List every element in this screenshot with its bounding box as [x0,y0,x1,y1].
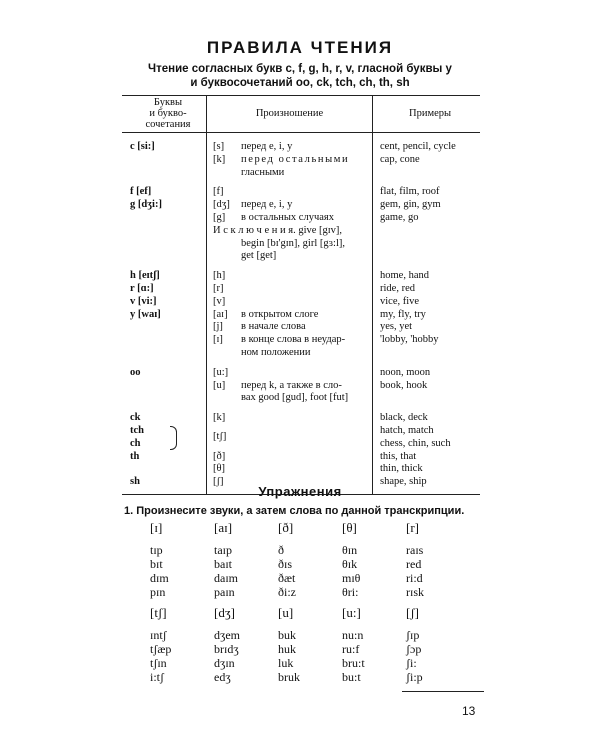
transcription: taɪp [214,543,232,557]
header-letters-l1: Буквы [153,97,183,108]
transcription-row [150,642,470,656]
example: chess, chin, such [380,437,451,449]
header-letters-l2: и букво- [149,108,187,119]
letter-cell: sh [122,476,207,494]
pronunciation-cell [207,296,373,309]
sound-header: [dʒ] [214,605,235,620]
transcription: bɪt [150,557,163,571]
example: my, fly, try [380,308,426,320]
rule-text: вах good [gud], foot [fut] [241,392,349,404]
transcription: ʃi: [406,656,417,670]
phoneme: [dʒ] [213,199,230,211]
transcription: θɪn [342,543,358,557]
rule-text: гласными [241,166,285,178]
sound-header: [θ] [342,520,357,535]
example: shape, ship [380,476,427,488]
letter-ch: ch [130,437,141,449]
example: cap, cone [380,153,420,165]
letter-cell [122,425,207,451]
caption-line-1: Чтение согласных букв c, f, g, h, r, v, гласной буквы y [148,63,452,75]
transcription: θri: [342,585,359,599]
reading-rules-table [122,95,480,495]
rule-text: ном положении [241,346,311,358]
transcription: tɪp [150,543,163,557]
example: hatch, match [380,424,434,436]
letter-cell: y [waɪ] [122,309,207,360]
transcription-row [150,628,470,642]
example: thin, thick [380,463,423,475]
header-letters-l3: сочетания [145,119,191,130]
transcription: luk [278,656,294,670]
sound-header-row [150,521,470,543]
transcription-row [150,557,470,571]
exercise-1-instruction: 1. Произнесите звуки, а затем слова по данной транскрипции. [124,505,465,517]
transcription: huk [278,642,296,656]
rule-text: в конце слова в неудар- [241,334,346,346]
transcription: ʃi:p [406,670,423,684]
transcription: mɪθ [342,571,361,585]
transcription: edʒ [214,670,231,684]
examples-cell [373,425,481,451]
rule-text: перед k, а также в сло- [241,379,342,391]
example: noon, moon [380,366,431,378]
transcription: ʃɪp [406,628,420,642]
example: yes, yet [380,321,413,333]
transcription-row [150,656,470,670]
page-number: 13 [462,704,476,718]
pronunciation-cell [207,263,373,283]
transcription: ru:f [342,642,360,656]
pronunciation-cell [207,133,373,180]
transcription-row [150,571,470,585]
pronunciation-cell [207,451,373,477]
transcription: raɪs [406,543,424,557]
letter-cell: f [ef] [122,179,207,199]
table-row [122,309,480,360]
examples-cell [373,451,481,477]
phoneme: [θ] [213,463,226,475]
table-row [122,405,480,425]
pronunciation-cell [207,309,373,360]
phoneme: [r] [213,282,224,294]
sound-header: [ɪ] [150,520,163,535]
transcription: dʒem [214,628,240,642]
example: 'lobby, 'hobby [380,334,439,346]
brace-icon [170,426,177,450]
table-row [122,199,480,263]
examples-cell [373,360,481,405]
example: vice, five [380,295,420,307]
exceptions-text: begin [bɪ'gɪn], girl [gɜ:l], [241,237,345,249]
transcription: bruk [278,670,300,684]
table-row [122,283,480,296]
example: book, hook [380,379,428,391]
example: flat, film, roof [380,186,440,198]
table-row [122,451,480,477]
phoneme: [u] [213,379,226,391]
pronunciation-cell [207,179,373,199]
header-pronunciation: Произношение [207,96,373,133]
sound-header: [ð] [278,520,294,535]
exceptions-text: get [get] [241,250,277,262]
example: ride, red [380,282,415,294]
letter-cell: ck [122,405,207,425]
letter-cell: c [si:] [122,133,207,180]
rule-text: в открытом слоге [241,308,319,320]
transcription: rɪsk [406,585,424,599]
transcription-row [150,585,470,599]
examples-cell [373,199,481,263]
sound-header: [r] [406,520,419,535]
example: gem, gin, gym [380,199,441,211]
exercises-heading: Упражнения [258,484,342,499]
transcription: ri:d [406,571,423,585]
phoneme: [ð] [213,450,226,462]
letter-cell: oo [122,360,207,405]
transcription: i:tʃ [150,670,164,684]
transcription: ði:z [278,585,296,599]
examples-cell [373,133,481,180]
transcription: ðɪs [278,557,293,571]
phoneme: [u:] [213,366,229,378]
phoneme: [tʃ] [213,430,227,442]
letter-cell: g [dʒi:] [122,199,207,263]
phoneme: [k] [213,412,226,424]
transcription: bu:t [342,670,361,684]
table-row [122,179,480,199]
sound-header: [u:] [342,605,361,620]
transcription: nu:n [342,628,364,642]
transcription: bru:t [342,656,365,670]
table-row [122,296,480,309]
pronunciation-cell [207,425,373,451]
table-row [122,360,480,405]
rule-text: в остальных случаях [241,211,334,223]
pronunciation-cell [207,199,373,263]
transcription: tʃɪn [150,656,167,670]
transcription: ð [278,543,284,557]
table-row [122,425,480,451]
sound-header: [u] [278,605,294,620]
table-caption [100,62,500,90]
header-examples: Примеры [373,96,481,133]
sound-header: [aɪ] [214,520,233,535]
example: cent, pencil, cycle [380,141,456,152]
transcription: ʃɔp [406,642,422,656]
transcription-group-1 [150,521,470,599]
rule-text: перед e, i, y [241,141,293,152]
transcription-group-2 [150,606,470,684]
letter-cell: r [ɑ:] [122,283,207,296]
sound-header: [tʃ] [150,605,167,620]
transcription: daɪm [214,571,238,585]
transcription: dɪm [150,571,169,585]
caption-line-2: и буквосочетаний oo, ck, tch, ch, th, sh [190,77,410,89]
footer-divider [402,691,484,692]
phoneme: [f] [213,186,224,198]
letter-cell: v [vi:] [122,296,207,309]
phoneme: [v] [213,295,226,307]
letter-cell: h [eɪtʃ] [122,263,207,283]
transcription: dʒɪn [214,656,235,670]
pronunciation-cell [207,405,373,425]
rule-text: перед e, i, y [241,199,293,211]
phoneme: [g] [213,211,226,223]
sound-header: [ʃ] [406,605,419,620]
page-title: ПРАВИЛА ЧТЕНИЯ [206,38,394,57]
letter-cell: th [122,451,207,477]
pronunciation-cell [207,360,373,405]
table-header-row [122,96,480,133]
example: this, that [380,450,417,462]
phoneme: [aɪ] [213,308,228,320]
transcription: ðæt [278,571,296,585]
transcription: brɪdʒ [214,642,239,656]
phoneme: [k] [213,153,226,165]
transcription: paɪn [214,585,235,599]
transcription: ɪntʃ [150,628,167,642]
table-row [122,133,480,180]
pronunciation-cell [207,283,373,296]
table-row [122,263,480,283]
transcription: baɪt [214,557,232,571]
transcription: red [406,557,422,571]
transcription-row [150,543,470,557]
example: black, deck [380,412,428,424]
phoneme: [h] [213,270,226,282]
phoneme: [ʃ] [213,476,224,488]
rule-text: в начале слова [241,321,306,333]
example: home, hand [380,270,429,282]
exceptions-text: И с к л ю ч е н и я. give [gɪv], [213,224,343,236]
phoneme: [ɪ] [213,334,223,346]
example: game, go [380,211,419,223]
examples-cell [373,309,481,360]
transcription: θɪk [342,557,358,571]
phoneme: [j] [213,321,223,333]
transcription: pɪn [150,585,166,599]
transcription: tʃæp [150,642,172,656]
rule-text: перед остальными [241,153,350,165]
letter-tch: tch [130,424,144,436]
sound-header-row [150,606,470,628]
transcription: buk [278,628,296,642]
transcription-row [150,670,470,684]
phoneme: [s] [213,141,225,152]
header-letters [122,96,207,133]
